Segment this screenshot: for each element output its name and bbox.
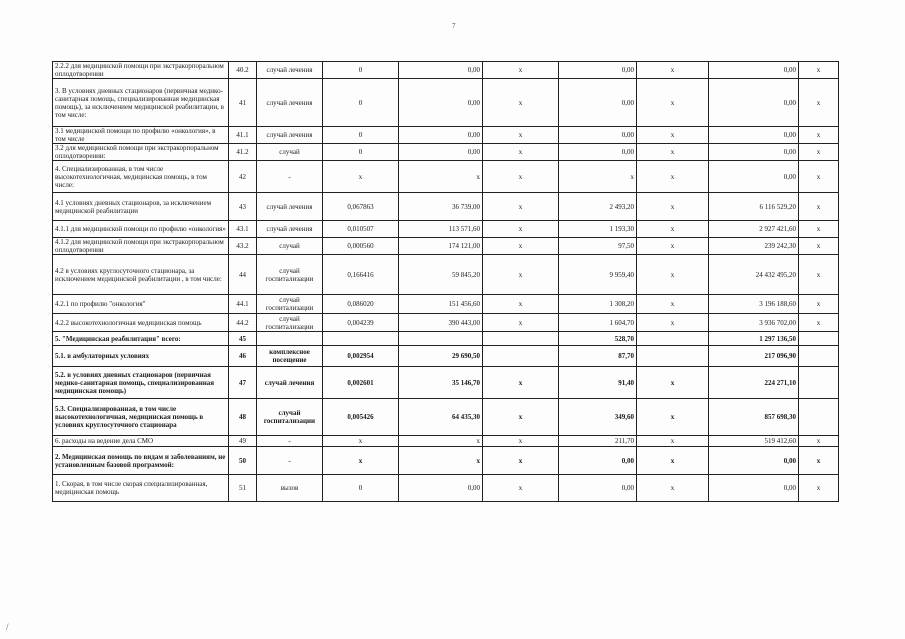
table-row xyxy=(53,447,839,475)
table-cell: x xyxy=(799,127,839,144)
table-row xyxy=(53,295,839,314)
table-cell: 50 xyxy=(229,447,257,475)
table-cell: 0,00 xyxy=(709,79,799,127)
table-cell: 0 xyxy=(323,79,399,127)
table-cell: 211,70 xyxy=(559,436,637,447)
table-cell: x xyxy=(483,127,559,144)
table-cell: x xyxy=(637,193,709,221)
table-cell: 3.2 для медицинской помощи при экстракорпоральном оплодотворении: xyxy=(53,144,229,161)
table-cell: случай xyxy=(257,238,323,255)
table-cell: 2.2.2 для медицинской помощи при экстракорпоральном оплодотворении xyxy=(53,62,229,79)
table-cell: 41.2 xyxy=(229,144,257,161)
table-cell: 5.2. в условиях дневных стационаров (первичная медико-санитарная помощь, специализированная медицинская помощь) xyxy=(53,367,229,399)
table-cell: 519 412,60 xyxy=(709,436,799,447)
table-cell: x xyxy=(399,436,483,447)
table-cell: x xyxy=(799,62,839,79)
table-cell xyxy=(799,332,839,346)
table-cell xyxy=(399,332,483,346)
table-cell: 5.3. Специализированная, в том числе высокотехнологичная, медицинская помощь в условиях круглосуточного стационара xyxy=(53,399,229,436)
table-cell: x xyxy=(637,436,709,447)
table-cell: случай госпитализации xyxy=(257,255,323,295)
table-cell: 44.2 xyxy=(229,314,257,332)
table-cell: x xyxy=(799,79,839,127)
table-row xyxy=(53,367,839,399)
table-cell: 151 456,60 xyxy=(399,295,483,314)
table-row xyxy=(53,255,839,295)
table-cell: 0,00 xyxy=(399,62,483,79)
table-cell: 4.2.1 по профилю "онкология" xyxy=(53,295,229,314)
table-cell: 857 698,30 xyxy=(709,399,799,436)
table-cell: 40.2 xyxy=(229,62,257,79)
table-cell xyxy=(637,346,709,367)
table-row xyxy=(53,238,839,255)
table-cell: 24 432 495,20 xyxy=(709,255,799,295)
table-cell: 3 936 702,00 xyxy=(709,314,799,332)
table-cell: 43.2 xyxy=(229,238,257,255)
table-cell: 0,00 xyxy=(709,475,799,502)
table-cell: x xyxy=(637,314,709,332)
table-cell: x xyxy=(483,238,559,255)
table-cell: x xyxy=(483,314,559,332)
table-cell: x xyxy=(637,79,709,127)
table-cell: - xyxy=(257,447,323,475)
table-cell: 46 xyxy=(229,346,257,367)
table-cell: 174 121,00 xyxy=(399,238,483,255)
table-row xyxy=(53,161,839,193)
table-cell: 0,00 xyxy=(709,144,799,161)
table-cell: 51 xyxy=(229,475,257,502)
table-cell: 0,00 xyxy=(399,127,483,144)
table-cell: 239 242,30 xyxy=(709,238,799,255)
table-cell: x xyxy=(483,295,559,314)
table-cell: x xyxy=(483,447,559,475)
table-cell: x xyxy=(637,447,709,475)
table-cell: 0,067863 xyxy=(323,193,399,221)
table-cell: 528,70 xyxy=(559,332,637,346)
table-row xyxy=(53,475,839,502)
table-row xyxy=(53,399,839,436)
table-cell: x xyxy=(559,161,637,193)
table-cell: x xyxy=(799,314,839,332)
table-cell: x xyxy=(799,436,839,447)
table-cell: 4.1 условиях дневных стационаров, за исключением медицинской реабилитации xyxy=(53,193,229,221)
table-cell: x xyxy=(637,62,709,79)
table-cell: - xyxy=(257,161,323,193)
table-cell xyxy=(799,346,839,367)
table-cell: 41.1 xyxy=(229,127,257,144)
table-cell: x xyxy=(637,144,709,161)
table-cell: 217 096,90 xyxy=(709,346,799,367)
table-cell: 2 927 421,60 xyxy=(709,221,799,238)
table-cell: x xyxy=(799,161,839,193)
table-cell: случай лечения xyxy=(257,127,323,144)
table-cell: 5. "Медицинская реабилитация" всего: xyxy=(53,332,229,346)
table-row xyxy=(53,314,839,332)
table-cell xyxy=(799,399,839,436)
table-cell: 3. В условиях дневных стационаров (первичная медико-санитарная помощь, специализированная медицинская помощь), за исключением медицинской реабилитации, в том числе: xyxy=(53,79,229,127)
table-cell: 87,70 xyxy=(559,346,637,367)
table-cell: 0,166416 xyxy=(323,255,399,295)
table-cell: 0,00 xyxy=(399,475,483,502)
table-cell: x xyxy=(637,127,709,144)
table-cell: 6 116 529,20 xyxy=(709,193,799,221)
table-cell: x xyxy=(799,255,839,295)
table-cell: x xyxy=(323,161,399,193)
table-cell: x xyxy=(483,79,559,127)
pen-mark: / xyxy=(6,622,9,632)
table-cell: 113 571,60 xyxy=(399,221,483,238)
table-cell: 0,00 xyxy=(709,161,799,193)
table-cell: 4.2 в условиях круглосуточного стационара, за исключением медицинской реабилитации , в том числе: xyxy=(53,255,229,295)
table-cell: 6. расходы на ведение дела СМО xyxy=(53,436,229,447)
table-cell: 0 xyxy=(323,127,399,144)
table-cell: - xyxy=(257,436,323,447)
table-cell: случай лечения xyxy=(257,221,323,238)
table-cell: 0,00 xyxy=(559,79,637,127)
table-cell: 44 xyxy=(229,255,257,295)
table-cell: 390 443,00 xyxy=(399,314,483,332)
table-cell: 45 xyxy=(229,332,257,346)
table-cell: 0,004239 xyxy=(323,314,399,332)
table-cell: 64 435,30 xyxy=(399,399,483,436)
table-cell: x xyxy=(483,399,559,436)
table-cell: 0,005426 xyxy=(323,399,399,436)
table-cell: 0 xyxy=(323,62,399,79)
table-cell: 1 193,30 xyxy=(559,221,637,238)
table-cell: случай госпитализации xyxy=(257,399,323,436)
table-cell: 9 959,40 xyxy=(559,255,637,295)
table-cell: 0,002601 xyxy=(323,367,399,399)
table-cell: комплексное посещение xyxy=(257,346,323,367)
table-row xyxy=(53,127,839,144)
table-cell xyxy=(483,346,559,367)
table-cell: 36 739,00 xyxy=(399,193,483,221)
table-cell: x xyxy=(483,161,559,193)
table-cell: x xyxy=(799,238,839,255)
table-cell: 91,40 xyxy=(559,367,637,399)
table-cell: 43 xyxy=(229,193,257,221)
table-cell: 97,50 xyxy=(559,238,637,255)
table-cell: 42 xyxy=(229,161,257,193)
table-cell: 0,002954 xyxy=(323,346,399,367)
table-cell: 44.1 xyxy=(229,295,257,314)
table-row xyxy=(53,144,839,161)
table-cell: x xyxy=(637,161,709,193)
table-cell: x xyxy=(637,475,709,502)
table-cell: 0,00 xyxy=(559,127,637,144)
table-cell: 41 xyxy=(229,79,257,127)
table-cell: 48 xyxy=(229,399,257,436)
table-cell: 0,00 xyxy=(559,447,637,475)
table-cell xyxy=(257,332,323,346)
table-cell: случай лечения xyxy=(257,193,323,221)
table-cell xyxy=(483,332,559,346)
table-cell: x xyxy=(399,447,483,475)
table-cell: x xyxy=(483,62,559,79)
table-cell: 0,00 xyxy=(399,144,483,161)
table-cell: x xyxy=(637,255,709,295)
table-row xyxy=(53,221,839,238)
table-cell: 1 604,70 xyxy=(559,314,637,332)
financial-table xyxy=(52,61,839,502)
table-cell xyxy=(323,332,399,346)
table-cell: 0,00 xyxy=(709,62,799,79)
table-row xyxy=(53,62,839,79)
table-cell: x xyxy=(799,221,839,238)
table-cell: случай лечения xyxy=(257,367,323,399)
table-cell: x xyxy=(799,295,839,314)
page-number: 7 xyxy=(452,22,456,30)
table-row xyxy=(53,193,839,221)
table-cell: 0,00 xyxy=(559,62,637,79)
table-cell: x xyxy=(483,255,559,295)
table-cell: 0,000560 xyxy=(323,238,399,255)
table-cell: 4.2.2 высокотехнологичная медицинская помощь xyxy=(53,314,229,332)
table-cell: 0,00 xyxy=(709,447,799,475)
table-cell: вызов xyxy=(257,475,323,502)
table-cell: x xyxy=(323,436,399,447)
table-cell: 5.1. в амбулаторных условиях xyxy=(53,346,229,367)
table-cell: 59 845,20 xyxy=(399,255,483,295)
table-cell: 43.1 xyxy=(229,221,257,238)
table-cell: 4. Специализированная, в том числе высокотехнологичная, медицинская помощь, в том числе: xyxy=(53,161,229,193)
table-cell: x xyxy=(483,221,559,238)
table-cell: 0,00 xyxy=(559,475,637,502)
table-cell: 0,086020 xyxy=(323,295,399,314)
table-cell xyxy=(799,367,839,399)
table-cell: 1 308,20 xyxy=(559,295,637,314)
table-cell: 1. Скорая, в том числе скорая специализированная, медицинская помощь xyxy=(53,475,229,502)
table-row xyxy=(53,79,839,127)
table-cell xyxy=(637,332,709,346)
table-cell: 47 xyxy=(229,367,257,399)
table-cell: 49 xyxy=(229,436,257,447)
table-cell: x xyxy=(637,221,709,238)
table-cell: x xyxy=(483,436,559,447)
table-cell: случай госпитализации xyxy=(257,314,323,332)
table-cell: 0,010507 xyxy=(323,221,399,238)
table-cell: x xyxy=(799,193,839,221)
table-cell: x xyxy=(637,399,709,436)
table-cell: x xyxy=(799,447,839,475)
table-cell: 2. Медицинская помощь по видам и заболеваниям, не установленным базовой программой: xyxy=(53,447,229,475)
table-cell: 349,60 xyxy=(559,399,637,436)
table-cell: 3 196 188,60 xyxy=(709,295,799,314)
table-cell: x xyxy=(399,161,483,193)
table-cell: 0,00 xyxy=(709,127,799,144)
table-cell: x xyxy=(483,193,559,221)
table-cell: 1 297 136,50 xyxy=(709,332,799,346)
table-cell: случай госпитализации xyxy=(257,295,323,314)
table-cell: 4.1.2 для медицинской помощи при экстракорпоральном оплодотворении xyxy=(53,238,229,255)
table-cell: x xyxy=(799,475,839,502)
table-cell: x xyxy=(483,144,559,161)
table-cell: x xyxy=(637,238,709,255)
table-cell: 4.1.1 для медицинской помощи по профилю «онкология» xyxy=(53,221,229,238)
table-cell: случай лечения xyxy=(257,62,323,79)
table-cell: 0,00 xyxy=(399,79,483,127)
table-cell: 224 271,10 xyxy=(709,367,799,399)
table-row xyxy=(53,346,839,367)
table-row xyxy=(53,436,839,447)
table-cell: 3.1 медицинской помощи по профилю «онкология», в том числе xyxy=(53,127,229,144)
table-cell: 0 xyxy=(323,475,399,502)
table-cell: случай xyxy=(257,144,323,161)
table-cell: 35 146,70 xyxy=(399,367,483,399)
table-cell: 29 690,50 xyxy=(399,346,483,367)
table-cell: x xyxy=(323,447,399,475)
table-cell: x xyxy=(799,144,839,161)
table-cell: x xyxy=(483,475,559,502)
table-cell: x xyxy=(637,295,709,314)
table-cell: x xyxy=(483,367,559,399)
table-row xyxy=(53,332,839,346)
table-cell: 0 xyxy=(323,144,399,161)
table-cell: 0,00 xyxy=(559,144,637,161)
table-cell: x xyxy=(637,367,709,399)
table-cell: случай лечения xyxy=(257,79,323,127)
table-cell: 2 493,20 xyxy=(559,193,637,221)
